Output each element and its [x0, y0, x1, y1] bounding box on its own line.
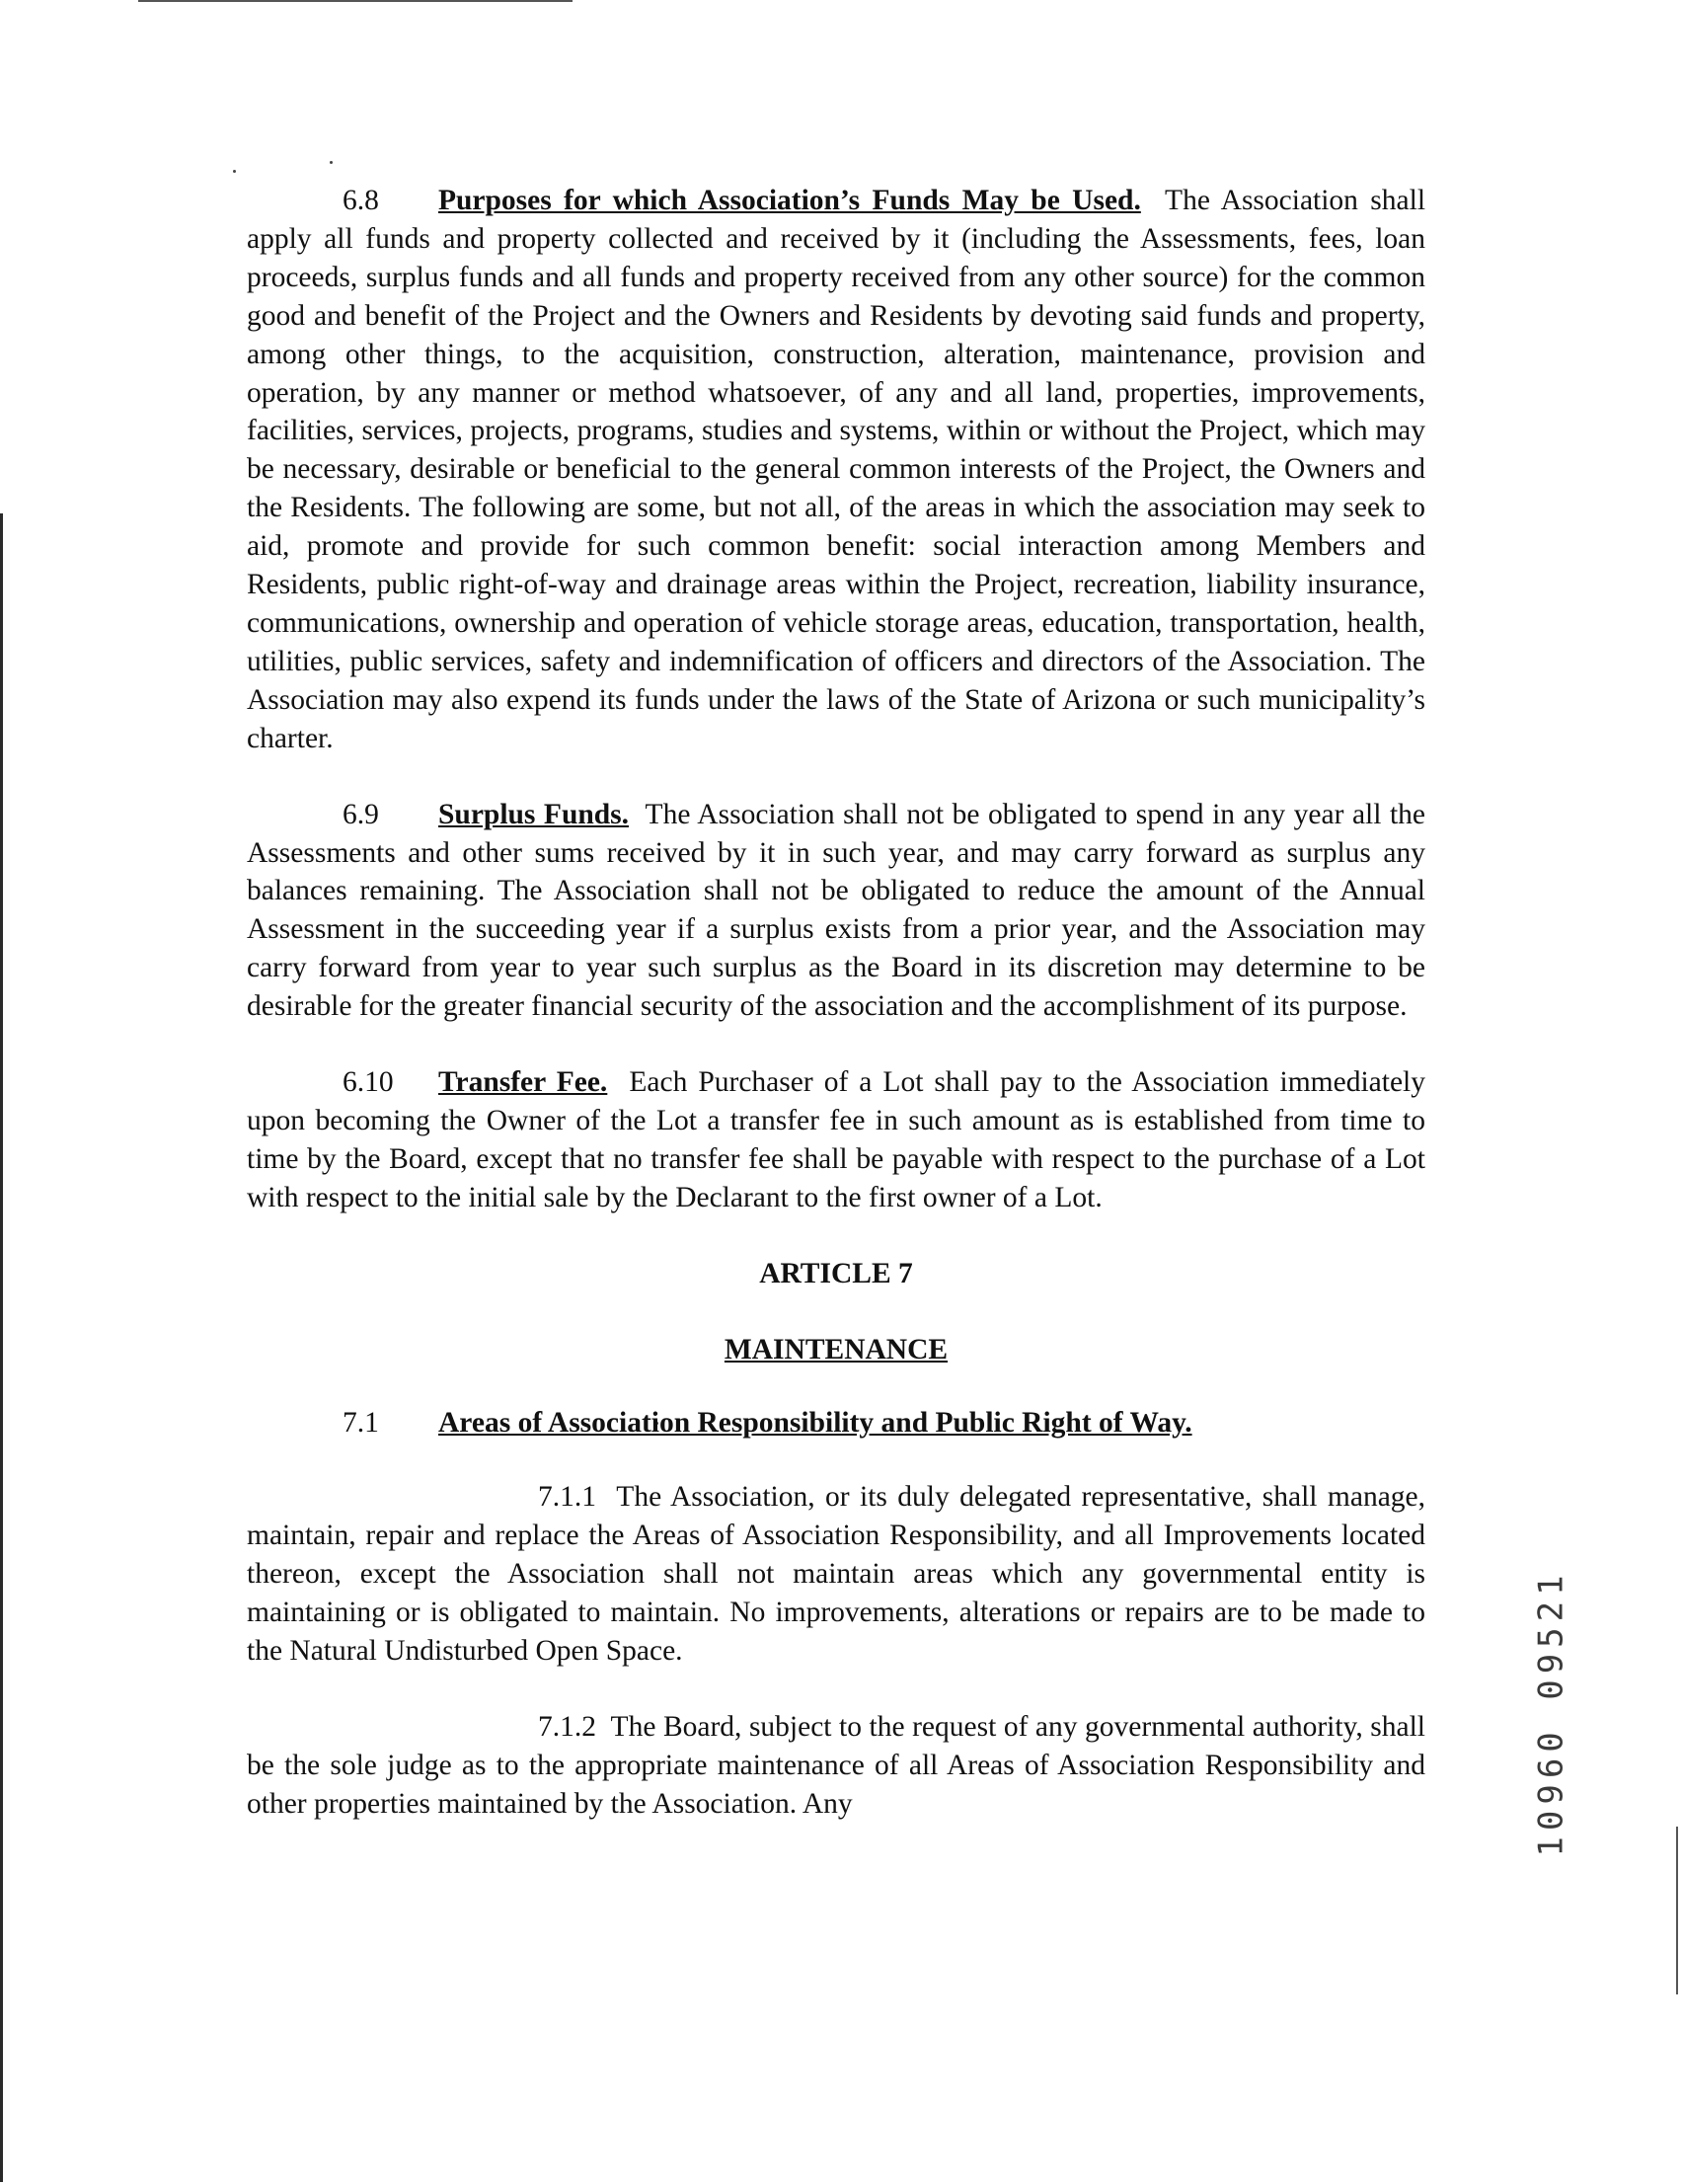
- section-number: 6.9: [343, 798, 379, 830]
- section-title: Surplus Funds.: [438, 798, 630, 830]
- scan-speck: [233, 170, 236, 173]
- section-7-1: [247, 1404, 1425, 1443]
- section-body: Each Purchaser of a Lot shall pay to the Association immediately upon becoming the Owner of the Lot a transfer fee in such amount as is established from time to time by the Board, except that no transfer fee shall be payable with respect to the purchase of a Lot with respect to the initial sale by the Declarant to the first owner of a Lot.: [247, 1066, 1425, 1213]
- section-6-10: [247, 1063, 1425, 1217]
- section-body: The Association shall apply all funds and property collected and received by it (including the Assessments, fees, loan proceeds, surplus funds and all funds and property received from any other source) for the common good and benefit of the Project and the Owners and Residents by devoting said funds and property, among other things, to the acquisition, construction, alteration, maintenance, provision and operation, by any manner or method whatsoever, of any and all land, properties, improvements, facilities, services, projects, programs, studies and systems, within or without the Project, which may be necessary, desirable or beneficial to the general common interests of the Project, the Owners and the Residents. The following are some, but not all, of the areas in which the association may seek to aid, promote and provide for such common benefit: social interaction among Members and Residents, public right-of-way and drainage areas within the Project, recreation, liability insurance, communications, ownership and operation of vehicle storage areas, education, transportation, health, utilities, public services, safety and indemnification of officers and directors of the Association. The Association may also expend its funds under the laws of the State of Arizona or such municipality’s charter.: [247, 185, 1426, 754]
- section-body: The Association shall not be obligated to spend in any year all the Assessments and other sums received by it in such year, and may carry forward as surplus any balances remaining. The Association shall not be obligated to reduce the amount of the Annual Assessment in the succeeding year if a surplus exists from a prior year, and the Association may carry forward from year to year such surplus as the Board in its discretion may determine to be desirable for the greater financial security of the association and the accomplishment of its purpose.: [247, 798, 1425, 1023]
- subsection-number: 7.1.2: [538, 1710, 596, 1743]
- recording-stamp: [1522, 1569, 1581, 1857]
- section-6-9: [247, 796, 1425, 1026]
- subsection-number: 7.1.1: [538, 1481, 596, 1514]
- scan-speck: [330, 161, 333, 164]
- section-title: Purposes for which Association’s Funds May be Used.: [438, 185, 1141, 216]
- article-title: [247, 1331, 1425, 1369]
- text-column: [247, 182, 1425, 1824]
- scan-top-rule: [138, 0, 573, 2]
- subsection-body: The Board, subject to the request of any governmental authority, shall be the sole judge as to the appropriate maintenance of all Areas of Association Responsibility and other properties maintained by the Association. Any: [247, 1710, 1426, 1820]
- subsection-body: The Association, or its duly delegated representative, shall manage, maintain, repair and replace the Areas of Association Responsibility, and all Improvements located thereon, except the Association shall not maintain areas which any governmental entity is maintaining or is obligated to maintain. No improvements, alterations or repairs are to be made to the Natural Undisturbed Open Space.: [247, 1481, 1426, 1667]
- article-label: ARTICLE 7: [759, 1257, 913, 1289]
- section-title: Transfer Fee.: [438, 1066, 608, 1099]
- section-7-1-2: [247, 1708, 1425, 1824]
- section-7-1-1: [247, 1478, 1425, 1671]
- section-number: 6.10: [343, 1066, 394, 1099]
- section-6-8: [247, 182, 1425, 758]
- article-title-text: MAINTENANCE: [724, 1333, 949, 1365]
- section-number: 6.8: [343, 185, 379, 216]
- scan-right-edge: [1676, 1827, 1678, 1994]
- section-number: 7.1: [343, 1407, 379, 1440]
- recording-stamp-text: 10960 09521: [1532, 1569, 1572, 1857]
- section-title: Areas of Association Responsibility and Public Right of Way.: [438, 1407, 1192, 1440]
- scan-left-edge: [0, 513, 3, 2182]
